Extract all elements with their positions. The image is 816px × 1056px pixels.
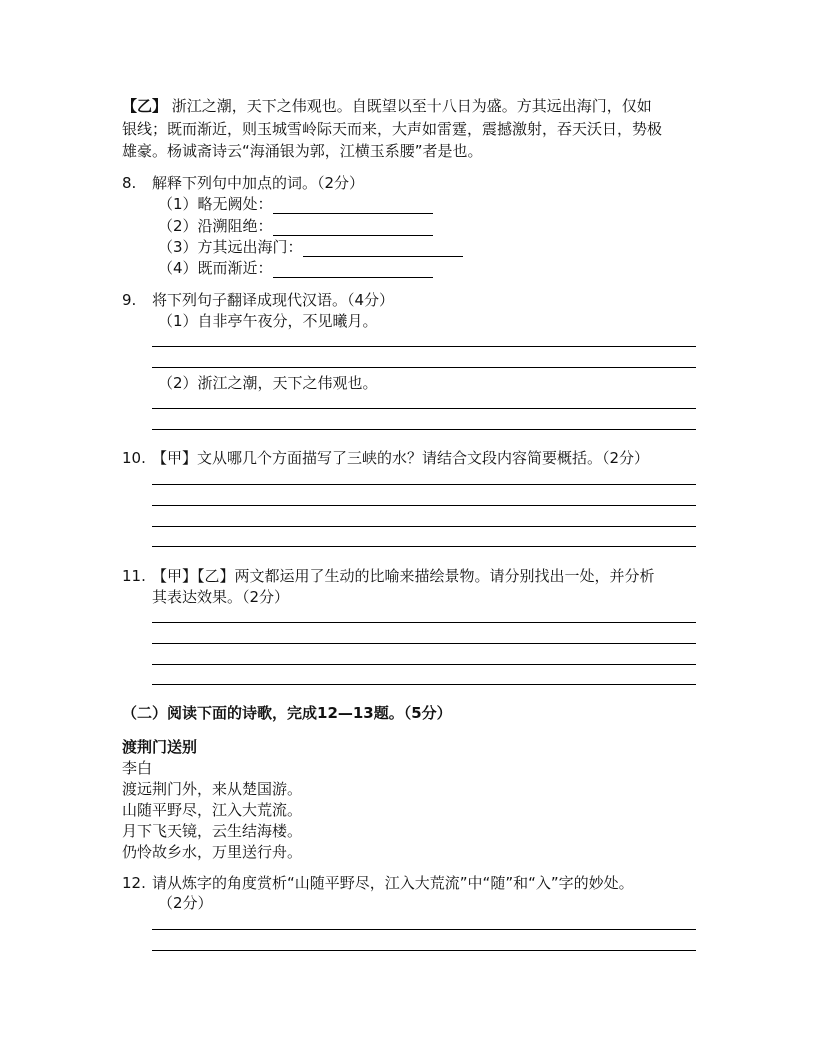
question-11-cont: 其表达效果。（2分） [152,588,290,606]
q8-item-3: （3）方其远出海门： [158,237,463,257]
q8-answer-blank-3[interactable] [303,240,463,257]
answer-line[interactable] [152,526,696,527]
answer-line[interactable] [152,684,696,685]
q8-answer-blank-1[interactable] [273,197,433,214]
passage-yi-line-1: 【乙】 浙江之潮，天下之伟观也。自既望以至十八日为盛。方其远出海门，仅如 [122,97,652,115]
poem-line-4: 仍怜故乡水，万里送行舟。 [122,843,303,861]
answer-line[interactable] [152,929,696,930]
q9-item-2: （2）浙江之潮，天下之伟观也。 [158,374,378,392]
q8-answer-blank-4[interactable] [273,261,433,278]
question-8: 8. 解释下列句中加点的词。（2分） [122,174,365,192]
poem-line-3: 月下飞天镜，云生结海楼。 [122,822,303,840]
q8-answer-blank-2[interactable] [273,219,433,236]
answer-line[interactable] [152,546,696,547]
answer-line[interactable] [152,950,696,951]
answer-line[interactable] [152,429,696,430]
section-heading: （二）阅读下面的诗歌，完成12—13题。（5分） [122,704,452,722]
question-9: 9. 将下列句子翻译成现代汉语。（4分） [122,291,395,309]
poem-author: 李白 [122,759,153,777]
poem-line-2: 山随平野尽，江入大荒流。 [122,801,303,819]
q8-item-2: （2）沿溯阻绝： [158,216,433,236]
passage-yi-line-3: 雄豪。杨诚斋诗云“海涌银为郭，江横玉系腰”者是也。 [122,142,483,160]
answer-line[interactable] [152,346,696,347]
answer-line[interactable] [152,622,696,623]
answer-line[interactable] [152,643,696,644]
answer-line[interactable] [152,484,696,485]
poem-title: 渡荆门送别 [122,738,198,756]
question-12: 12. 请从炼字的角度赏析“山随平野尽，江入大荒流”中“随”和“入”字的妙处。 [122,874,634,892]
q9-item-1: （1）自非亭午夜分，不见曦月。 [158,312,378,330]
answer-line[interactable] [152,505,696,506]
question-12-points: （2分） [158,894,213,912]
passage-yi-line-2: 银线；既而渐近，则玉城雪岭际天而来，大声如雷霆，震撼激射，吞天沃日，势极 [122,120,663,138]
q8-item-1: （1）略无阙处： [158,194,433,214]
q8-item-4: （4）既而渐近： [158,258,433,278]
answer-line[interactable] [152,408,696,409]
answer-line[interactable] [152,664,696,665]
poem-line-1: 渡远荆门外，来从楚国游。 [122,780,303,798]
question-10: 10. 【甲】文从哪几个方面描写了三峡的水？请结合文段内容简要概括。（2分） [122,449,650,467]
question-11: 11. 【甲】【乙】两文都运用了生动的比喻来描绘景物。请分别找出一处，并分析 [122,567,655,585]
answer-line[interactable] [152,367,696,368]
passage-yi-label: 【乙】 [122,97,168,115]
